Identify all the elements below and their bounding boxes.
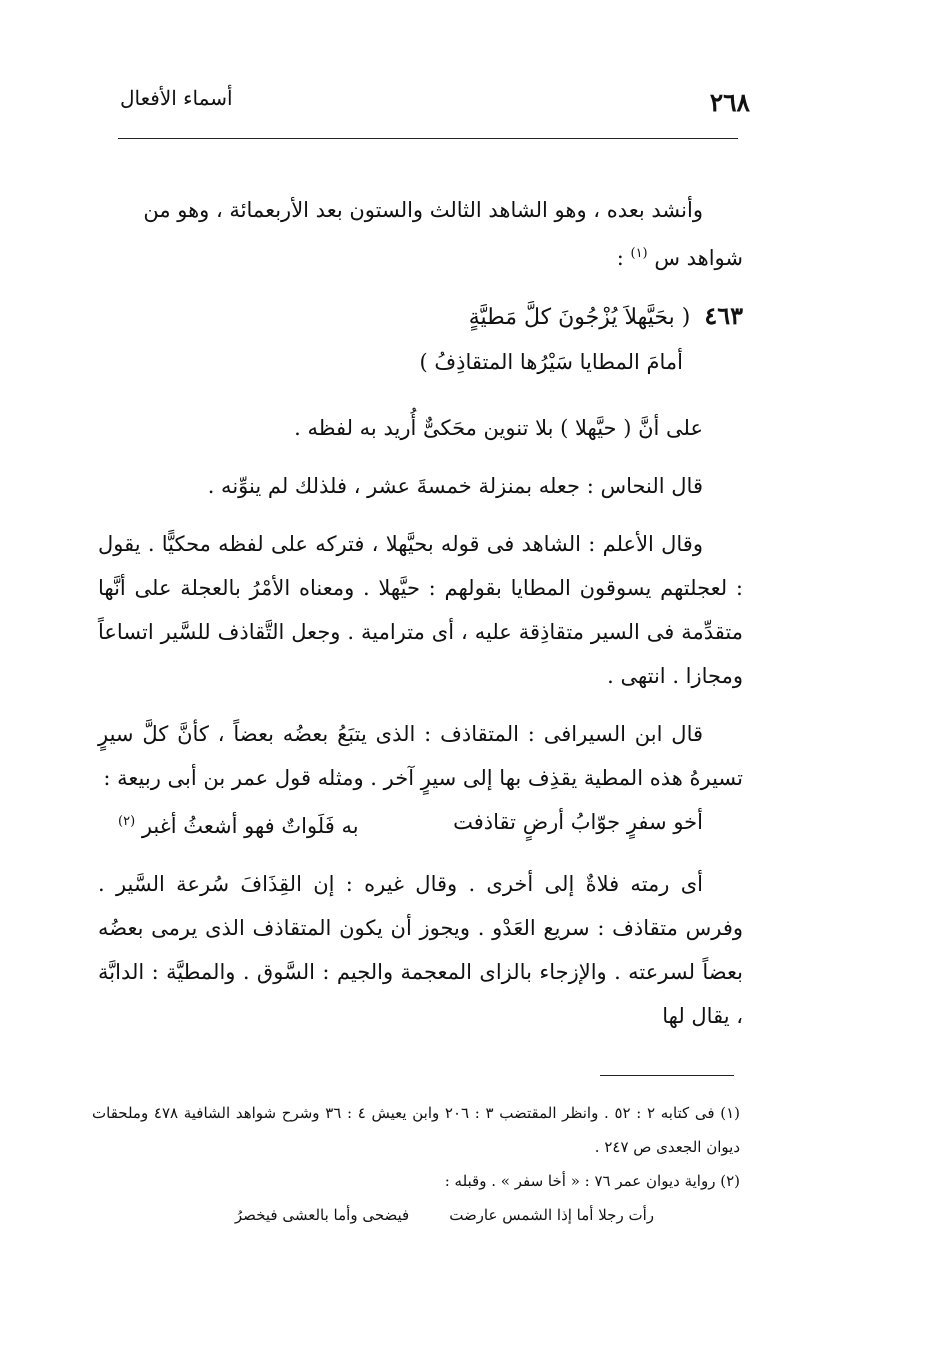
main-text bbox=[98, 188, 743, 1038]
intro-line-1: وأنشد بعده ، وهو الشاهد الثالث والستون بعد الأربعمائة ، وهو من bbox=[143, 198, 703, 222]
poem-hemistich-2-wrap bbox=[118, 800, 359, 848]
footnote-rule bbox=[600, 1075, 734, 1076]
header-rule bbox=[118, 138, 738, 139]
intro-colon: : bbox=[616, 246, 624, 270]
footnotes bbox=[92, 1096, 740, 1232]
poem-line bbox=[98, 800, 743, 848]
verse-line-2: أمامَ المطايا سَيْرُها المتقاذِفُ ) bbox=[419, 350, 683, 374]
footnote-1: (١) فى كتابه ٢ : ٥٢ . وانظر المقتضب ٣ : ٢٠٦ وابن يعيش ٤ : ٣٦ وشرح شواهد الشافية ٤٧٨ وملحقات ديوان الجعدى ص ٢٤٧ . bbox=[92, 1104, 740, 1156]
verse-line-1 bbox=[98, 294, 743, 340]
paragraph-3: وقال الأعلم : الشاهد فى قوله بحيَّهلا ، فتركه على لفظه محكيًّا . يقول : لعجلتهم يسوقون المطايا بقولهم : حيَّهلا . ومعناه الأمْرُ بالعجلة على أنَّها متقدِّمة فى السير متقاذِقة عليه ، أى مترامية . وجعل التَّقاذف للسَّير اتساعاً ومجازا . انتهى . bbox=[98, 532, 743, 688]
footnote-2-hemistich-1: رأت رجلا أما إذا الشمس عارضت bbox=[449, 1206, 654, 1224]
paragraph-4: قال ابن السيرافى : المتقاذف : الذى يتبَعُ بعضُه بعضاً ، كأنَّ كلَّ سيرٍ تسيرهُ هذه المطية يقذِف بها إلى سيرٍ آخر . ومثله قول عمر بن أبى ربيعة : bbox=[98, 722, 743, 790]
intro-line-2 bbox=[98, 232, 743, 280]
intro-text: شواهد س bbox=[654, 246, 743, 270]
footnote-ref-1[interactable]: (١) bbox=[630, 246, 648, 261]
verse-hemistich-1: ( بحَيَّهلاَ يُزْجُونَ كلَّ مَطيَّةٍ bbox=[468, 305, 691, 330]
footnote-ref-2[interactable]: (٢) bbox=[118, 814, 136, 829]
paragraph-5: أى رمته فلاةٌ إلى أخرى . وقال غيره : إن القِذَافَ سُرعة السَّير . وفرس متقاذف : سريع العَدْو . ويجوز أن يكون المتقاذف الذى يرمى بعضُه بعضاً لسرعته . والإزجاء بالزاى المعجمة والجيم : السَّوق . والمطيَّة : الدابَّة ، يقال لها bbox=[98, 872, 743, 1028]
poem-hemistich-1: أخو سفرٍ جوّابُ أرضٍ تقاذفت bbox=[453, 810, 703, 834]
footnote-2: (٢) رواية ديوان عمر ٧٦ : « أخا سفر » . وقبله : bbox=[444, 1172, 740, 1190]
poem-hemistich-2: به فَلَواتٌ فهو أشعثُ أغبر bbox=[141, 814, 359, 838]
verse-number: ٤٦٣ bbox=[704, 301, 743, 330]
paragraph-2: قال النحاس : جعله بمنزلة خمسةَ عشر ، فلذلك لم ينوِّنه . bbox=[207, 474, 703, 498]
footnote-2-hemistich-2: فيضحى وأما بالعشى فيخصرُ bbox=[234, 1206, 410, 1224]
footnote-2-poem bbox=[92, 1198, 740, 1232]
page-number: ٢٦٨ bbox=[709, 88, 750, 117]
running-title: أسماء الأفعال bbox=[120, 86, 233, 110]
paragraph-1: على أنَّ ( حيَّهلا ) بلا تنوين محَكىٌّ أُريد به لفظه . bbox=[294, 416, 703, 440]
